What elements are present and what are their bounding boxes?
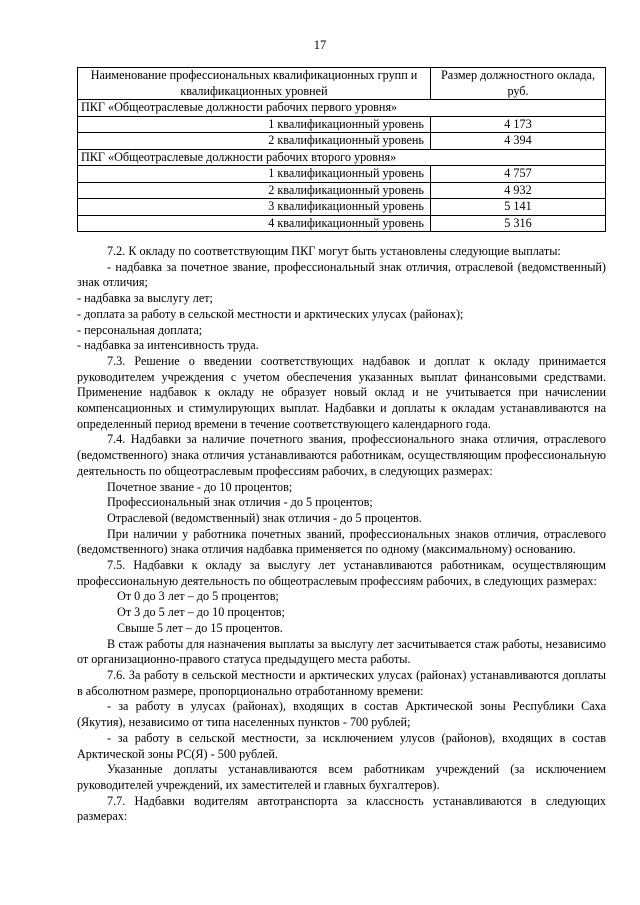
table-cell-level: 2 квалификационный уровень <box>78 133 431 150</box>
table-row <box>78 133 606 150</box>
paragraph-7-4: 7.4. Надбавки за наличие почетного звания, профессионального знака отличия, отраслевого (ведомственного) знака отличия устанавливаются работникам, осуществляющим профессиональную деятельность по общеотраслевым профессиям рабочих, в следующих размерах: <box>77 432 606 478</box>
table-cell-salary: 4 932 <box>431 182 606 199</box>
list-item: - доплата за работу в сельской местности и арктических улусах (районах); <box>77 306 464 321</box>
list-item: От 0 до 3 лет – до 5 процентов; <box>117 589 279 604</box>
table-row <box>78 166 606 183</box>
paragraph-7-3: 7.3. Решение о введении соответствующих надбавок и доплат к окладу принимается руководителем учреждения с учетом обеспечения указанных выплат финансовыми средствами. Применение надбавок к окладу не образует новый оклад и не учитывается при начислении компенсационных и стимулирующих выплат. Надбавки и доплаты к окладам устанавливаются на определенный период времени в течение соответствующего календарного года. <box>77 353 606 431</box>
list-item: Отраслевой (ведомственный) знак отличия - до 5 процентов. <box>107 510 422 525</box>
paragraph-7-6: 7.6. За работу в сельской местности и арктических улусах (районах) устанавливаются доплаты в абсолютном размере, пропорционально отработанному времени: <box>77 667 606 698</box>
list-item: От 3 до 5 лет – до 10 процентов; <box>117 605 285 620</box>
document-body <box>77 244 606 825</box>
table-cell-salary: 4 757 <box>431 166 606 183</box>
list-item: - надбавка за интенсивность труда. <box>77 338 259 353</box>
list-item: Почетное звание - до 10 процентов; <box>107 479 293 494</box>
salary-table <box>77 67 606 232</box>
table-group-title: ПКГ «Общеотраслевые должности рабочих первого уровня» <box>78 100 606 117</box>
table-cell-level: 3 квалификационный уровень <box>78 199 431 216</box>
list-item: - за работу в сельской местности, за исключением улусов (районов), входящих в состав Арктической зоны РС(Я) - 500 рублей. <box>77 730 606 761</box>
table-row <box>78 199 606 216</box>
paragraph-7-5: 7.5. Надбавки к окладу за выслугу лет устанавливаются работникам, осуществляющим профессиональную деятельность по общеотраслевым профессиям рабочих, в следующих размерах: <box>77 558 606 588</box>
paragraph: Указанные доплаты устанавливаются всем работникам учреждений (за исключением руководителей учреждений, их заместителей и главных бухгалтеров). <box>77 762 606 792</box>
list-item: - за работу в улусах (районах), входящих в состав Арктической зоны Республики Саха (Якутия), независимо от типа населенных пунктов - 700 рублей; <box>77 699 606 730</box>
table-group-title: ПКГ «Общеотраслевые должности рабочих второго уровня» <box>78 149 606 166</box>
table-cell-level: 2 квалификационный уровень <box>78 182 431 199</box>
table-cell-salary: 4 173 <box>431 116 606 133</box>
table-row <box>78 215 606 232</box>
table-cell-level: 1 квалификационный уровень <box>78 116 431 133</box>
table-cell-level: 4 квалификационный уровень <box>78 215 431 232</box>
list-item: Профессиональный знак отличия - до 5 процентов; <box>107 495 373 510</box>
table-group-row <box>78 100 606 117</box>
table-group-row <box>78 149 606 166</box>
table-row <box>78 116 606 133</box>
paragraph-7-2: 7.2. К окладу по соответствующим ПКГ могут быть установлены следующие выплаты: <box>107 244 561 258</box>
table-row <box>78 182 606 199</box>
table-cell-salary: 5 141 <box>431 199 606 216</box>
paragraph: В стаж работы для назначения выплаты за выслугу лет засчитывается стаж работы, независимо от организационно-правого статуса предыдущего места работы. <box>77 636 606 667</box>
page-number: 17 <box>313 38 327 52</box>
table-cell-salary: 4 394 <box>431 133 606 150</box>
table-header-salary: Размер должностного оклада, руб. <box>431 68 606 100</box>
table-header-qualification: Наименование профессиональных квалификационных групп и квалификационных уровней <box>78 68 431 100</box>
list-item: Свыше 5 лет – до 15 процентов. <box>117 620 283 635</box>
paragraph-7-7: 7.7. Надбавки водителям автотранспорта за классность устанавливаются в следующих размерах: <box>77 793 606 824</box>
list-item: - надбавка за выслугу лет; <box>77 291 213 306</box>
list-item: - персональная доплата; <box>77 322 203 337</box>
list-item: - надбавка за почетное звание, профессиональный знак отличия, отраслевой (ведомственный) знак отличия; <box>77 259 606 290</box>
table-cell-level: 1 квалификационный уровень <box>78 166 431 183</box>
paragraph: При наличии у работника почетных званий, профессиональных знаков отличия, отраслевого (ведомственного) знака отличия надбавка применяется по одному (максимальному) основанию. <box>77 526 606 557</box>
table-cell-salary: 5 316 <box>431 215 606 232</box>
table-header-row <box>78 68 606 100</box>
